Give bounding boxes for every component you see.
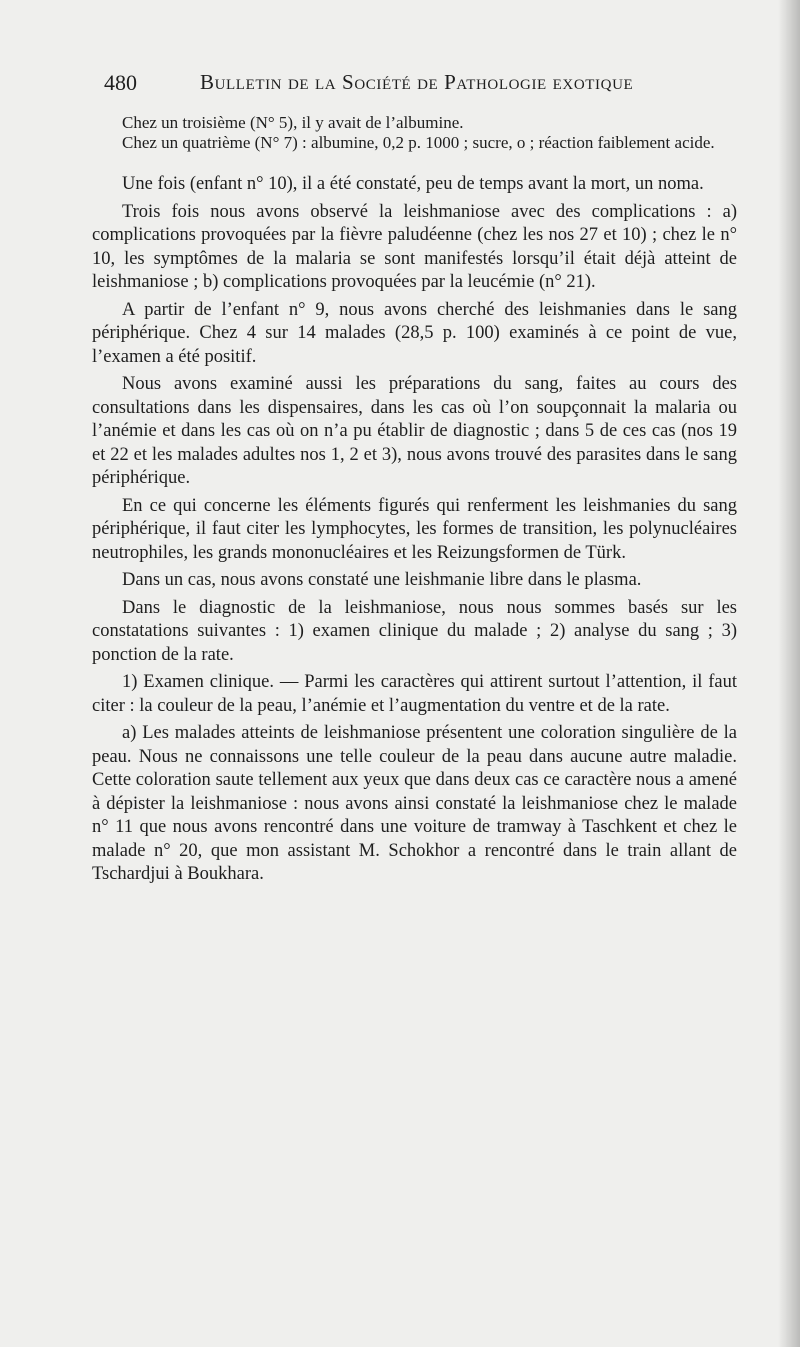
page-number: 480 — [104, 70, 137, 95]
paragraph: a) Les malades atteints de leishmaniose présentent une coloration singulière de la peau. Nous ne connaissons une telle couleur de la peau dans aucune autre maladie. Cette coloration saute tellement aux yeux que dans deux cas ce caractère nous a amené à dépister la leishmaniose : nous avons ainsi constaté la leishmaniose chez le malade n° 11 que nous avons rencontré dans une voiture de tramway à Taschkent et chez le malade n° 20, que mon assistant M. Schokhor a rencontré dans le train allant de Tschardjui à Boukhara. — [92, 723, 737, 884]
running-title: Bulletin de la Société de Pathologie exotique — [200, 70, 634, 94]
paragraph: Dans le diagnostic de la leishmaniose, nous nous sommes basés sur les constatations suivantes : 1) examen clinique du malade ; 2) analyse du sang ; 3) ponction de la rate. — [92, 597, 737, 665]
paragraph: Nous avons examiné aussi les préparations du sang, faites au cours des consultations dans les dispensaires, dans les cas où l’on soupçonnait la malaria ou l’anémie et dans les cas où on n’a pu établir de diagnostic ; dans 5 de ces cas (nos 19 et 22 et les malades adultes nos 1, 2 et 3), nous avons trouvé des parasites dans le sang périphérique. — [92, 374, 737, 488]
page-header — [104, 70, 738, 102]
paragraph: En ce qui concerne les éléments figurés qui renferment les leishmanies du sang périphérique, il faut citer les lymphocytes, les formes de transition, les polynucléaires neutrophiles, les grands mononucléaires et les Reizungsformen de Türk. — [92, 495, 737, 563]
paragraph: Dans un cas, nous avons constaté une leishmanie libre dans le plasma. — [122, 570, 642, 590]
paragraph: Une fois (enfant n° 10), il a été constaté, peu de temps avant la mort, un noma. — [122, 174, 704, 194]
paragraph: Chez un quatrième (N° 7) : albumine, 0,2 p. 1000 ; sucre, o ; réaction faiblement acide. — [122, 133, 715, 152]
paragraph: A partir de l’enfant n° 9, nous avons cherché des leishmanies dans le sang périphérique. Chez 4 sur 14 malades (28,5 p. 100) examinés à ce point de vue, l’examen a été positif. — [92, 299, 737, 367]
paragraph: Trois fois nous avons observé la leishmaniose avec des complications : a) complications provoquées par la fièvre paludéenne (chez les nos 27 et 10) ; chez le n° 10, les symptômes de la malaria se sont manifestés lorsqu’il était déjà atteint de leishmaniose ; b) complications provoquées par la leucémie (n° 21). — [92, 201, 737, 292]
page-edge-shadow — [778, 0, 800, 1347]
body-text — [92, 113, 737, 887]
paragraph: Chez un troisième (N° 5), il y avait de l’albumine. — [122, 113, 464, 132]
paragraph: 1) Examen clinique. — Parmi les caractères qui attirent surtout l’attention, il faut citer : la couleur de la peau, l’anémie et l’augmentation du ventre et de la rate. — [92, 672, 737, 716]
